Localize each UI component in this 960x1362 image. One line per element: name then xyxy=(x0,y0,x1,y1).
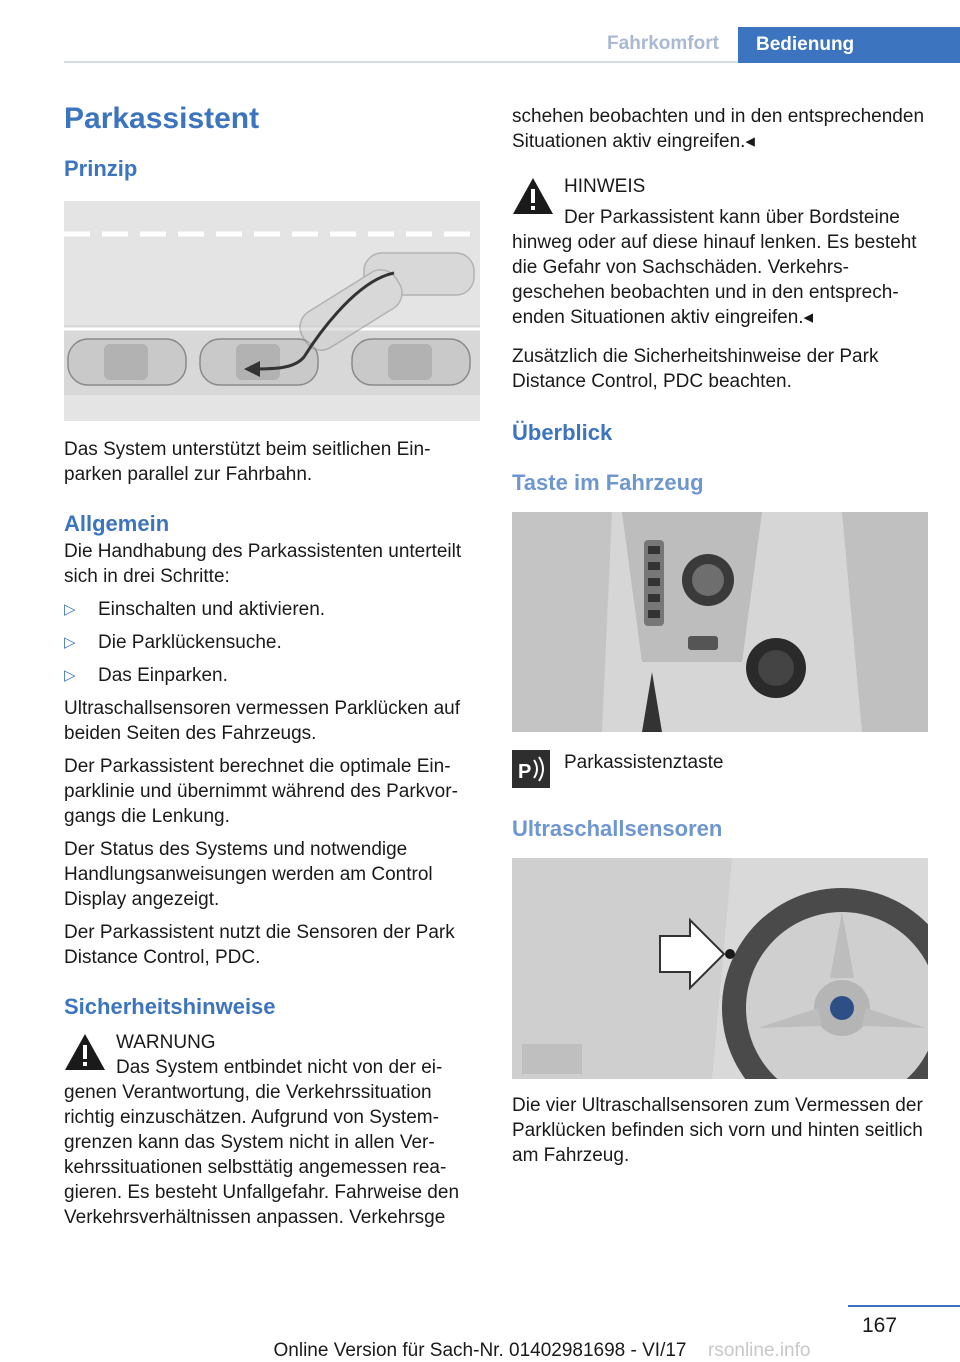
notice-block xyxy=(512,174,928,330)
notice-text: Der Parkassistent kann über Bordsteine hinweg oder auf diese hinauf lenken. Es besteht die Gefahr von Sachschäden. Verkehrsgeschehen beobachten und in den entsprechenden Situationen aktiv eingreifen.◂ xyxy=(512,207,917,328)
page-title: Parkassistent xyxy=(64,102,260,135)
page-number: 167 xyxy=(862,1314,898,1337)
heading-ueberblick: Überblick xyxy=(512,420,613,445)
heading-allgemein: Allgemein xyxy=(64,511,170,536)
taste-label: Parkassistenztaste xyxy=(564,752,724,773)
watermark: rsonline.info xyxy=(708,1340,811,1361)
warning-text: Das System entbindet nicht von der eigenen Verantwortung, die Verkehrssituation richtig einzuschätzen. Aufgrund von Systemgrenzen kann das System nicht in allen Verkehrssituationen selbsttätig angemessen reagieren. Es besteht Unfallgefahr. Fahrweise den Verkehrsverhältnissen anpassen. Verkehrsge xyxy=(64,1057,460,1228)
warning-block xyxy=(64,1030,480,1230)
prinzip-caption: Das System unterstützt beim seitlichen Einparken parallel zur Fahrbahn. xyxy=(64,439,431,485)
heading-sicherheit: Sicherheitshinweise xyxy=(64,994,276,1019)
heading-sensoren: Ultraschallsensoren xyxy=(512,816,723,841)
parked-car-left xyxy=(68,339,186,385)
tab-fahrkomfort[interactable]: Fahrkomfort xyxy=(607,33,719,54)
parking-diagram-svg xyxy=(64,201,480,421)
para-status: Der Status des Systems und notwendige Handlungsanweisungen werden am Control Display angezeigt. xyxy=(64,839,433,910)
park-assist-button-icon xyxy=(512,750,550,788)
parked-car-right xyxy=(352,339,470,385)
tab-bedienung[interactable]: Bedienung xyxy=(738,27,960,63)
notice-icon xyxy=(512,176,554,216)
heading-taste: Taste im Fahrzeug xyxy=(512,470,704,495)
sensor-photo xyxy=(512,858,928,1079)
step-text: Einschalten und aktivieren. xyxy=(98,599,326,620)
parking-diagram xyxy=(64,201,480,421)
step-text: Die Parklückensuche. xyxy=(98,632,282,653)
warning-label: WARNUNG xyxy=(116,1032,216,1053)
sensor-photo-svg xyxy=(512,858,928,1079)
warning-continued: schehen beobachten und in den entsprechenden Situationen aktiv eingreifen.◂ xyxy=(512,106,925,152)
step-text: Das Einparken. xyxy=(98,665,228,686)
button-photo xyxy=(512,512,928,732)
sensoren-caption: Die vier Ultraschallsensoren zum Vermessen der Parklücken befinden sich vorn und hinten seitlich am Fahrzeug. xyxy=(512,1095,923,1166)
triangle-bullet-icon: ▷ xyxy=(64,634,76,651)
left-column xyxy=(64,98,480,1230)
list-item xyxy=(64,663,480,688)
steps-list xyxy=(64,597,480,688)
taste-legend xyxy=(512,750,928,794)
extra-note: Zusätzlich die Sicherheitshinweise der Park Distance Control, PDC beachten. xyxy=(512,346,879,392)
footer-rule xyxy=(848,1305,960,1307)
triangle-bullet-icon: ▷ xyxy=(64,601,76,618)
heading-prinzip: Prinzip xyxy=(64,156,138,181)
right-column xyxy=(512,104,928,1168)
para-sensors: Ultraschallsensoren vermessen Parklücken auf beiden Seiten des Fahrzeugs. xyxy=(64,698,461,744)
triangle-bullet-icon: ▷ xyxy=(64,667,76,684)
svg-text:P: P xyxy=(518,761,532,783)
list-item xyxy=(64,597,480,622)
list-item xyxy=(64,630,480,655)
warning-icon xyxy=(64,1032,106,1072)
notice-label: HINWEIS xyxy=(564,176,646,197)
button-photo-svg xyxy=(512,512,928,732)
online-version-text: Online Version für Sach-Nr. 01402981698 - VI/17 xyxy=(273,1340,687,1361)
sensor-dot xyxy=(725,949,735,959)
para-pdc: Der Parkassistent nutzt die Sensoren der Park Distance Control, PDC. xyxy=(64,922,455,968)
para-steering: Der Parkassistent berechnet die optimale Einparklinie und übernimmt während des Parkvorgangs die Lenkung. xyxy=(64,756,458,827)
allgemein-intro: Die Handhabung des Parkassistenten unterteilt sich in drei Schritte: xyxy=(64,541,462,587)
